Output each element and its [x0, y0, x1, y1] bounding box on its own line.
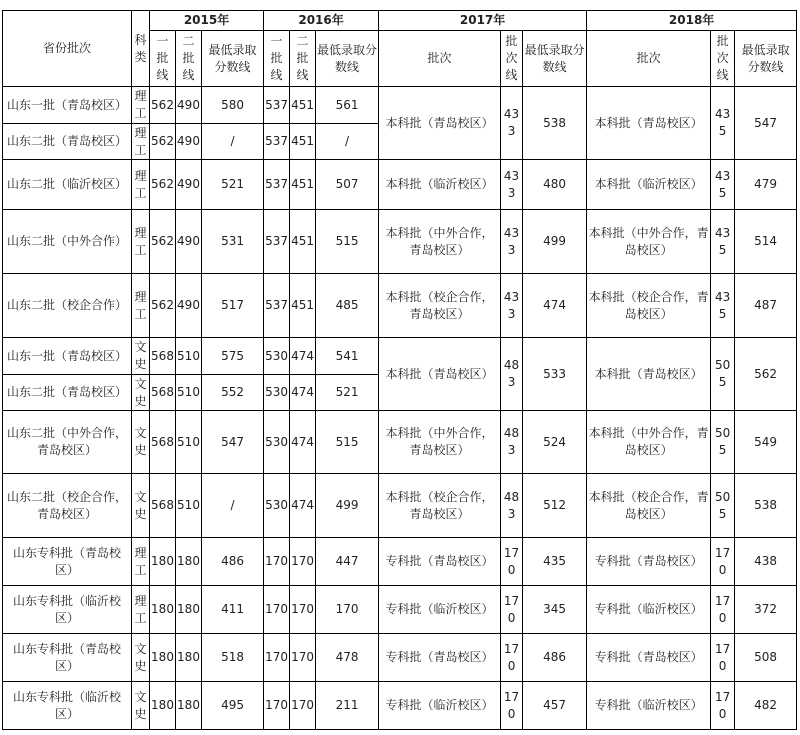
line1-2016-cell: 537	[264, 210, 290, 274]
batch-line-2017-cell: 483	[501, 411, 523, 474]
subject-cell: 文史	[132, 634, 150, 682]
batch-2018-cell: 本科批（中外合作，青岛校区）	[587, 411, 711, 474]
province-cell: 山东专科批（青岛校区）	[3, 634, 132, 682]
batch-line-2018-cell: 170	[711, 586, 735, 634]
batch-2018-cell: 专科批（青岛校区）	[587, 538, 711, 586]
line2-2016-cell: 474	[290, 338, 316, 375]
min-score-2016-cell: 507	[316, 160, 379, 210]
min-score-2015-cell: 411	[202, 586, 264, 634]
batch-2018-cell: 专科批（临沂校区）	[587, 586, 711, 634]
line2-2016-cell: 170	[290, 586, 316, 634]
line2-2015-cell: 490	[176, 124, 202, 160]
batch-2017-cell: 专科批（临沂校区）	[379, 682, 501, 730]
line1-2015-cell: 180	[150, 634, 176, 682]
subject-cell: 文史	[132, 375, 150, 411]
min-score-2016-cell: 170	[316, 586, 379, 634]
batch-line-2017-cell: 483	[501, 338, 523, 411]
min-score-2018-cell: 487	[735, 274, 797, 338]
header-subject: 科类	[132, 11, 150, 87]
batch-line-2018-cell: 170	[711, 682, 735, 730]
line1-2015-cell: 562	[150, 124, 176, 160]
line2-2016-cell: 170	[290, 538, 316, 586]
batch-2017-cell: 专科批（青岛校区）	[379, 634, 501, 682]
line1-2015-cell: 568	[150, 411, 176, 474]
batch-line-2018-cell: 505	[711, 474, 735, 538]
province-cell: 山东专科批（青岛校区）	[3, 538, 132, 586]
batch-line-2017-cell: 433	[501, 210, 523, 274]
min-score-2016-cell: 515	[316, 411, 379, 474]
line2-2015-cell: 180	[176, 538, 202, 586]
line2-2015-cell: 510	[176, 411, 202, 474]
line2-2015-cell: 180	[176, 682, 202, 730]
batch-2017-cell: 专科批（临沂校区）	[379, 586, 501, 634]
batch-line-2017-cell: 433	[501, 274, 523, 338]
line1-2015-cell: 568	[150, 474, 176, 538]
header-year-2018: 2018年	[587, 11, 797, 31]
header-year-2015: 2015年	[150, 11, 264, 31]
min-score-2015-cell: 580	[202, 87, 264, 124]
line1-2015-cell: 562	[150, 210, 176, 274]
line2-2016-cell: 170	[290, 634, 316, 682]
header-row-years	[3, 11, 797, 31]
batch-line-2017-cell: 170	[501, 538, 523, 586]
line1-2016-cell: 170	[264, 538, 290, 586]
line1-2015-cell: 180	[150, 682, 176, 730]
batch-2017-cell: 本科批（临沂校区）	[379, 160, 501, 210]
subject-cell: 理工	[132, 274, 150, 338]
table-row	[3, 87, 797, 124]
min-score-2018-cell: 547	[735, 87, 797, 160]
table-row	[3, 338, 797, 375]
subject-cell: 理工	[132, 210, 150, 274]
table-row	[3, 411, 797, 474]
admission-score-table	[2, 10, 797, 730]
batch-2018-cell: 本科批（校企合作，青岛校区）	[587, 474, 711, 538]
min-score-2018-cell: 514	[735, 210, 797, 274]
batch-2017-cell: 本科批（中外合作，青岛校区）	[379, 411, 501, 474]
batch-2018-cell: 专科批（青岛校区）	[587, 634, 711, 682]
line1-2015-cell: 180	[150, 538, 176, 586]
min-score-2018-cell: 482	[735, 682, 797, 730]
subject-cell: 文史	[132, 338, 150, 375]
batch-2017-cell: 本科批（青岛校区）	[379, 87, 501, 160]
line2-2016-cell: 474	[290, 411, 316, 474]
min-score-2016-cell: 485	[316, 274, 379, 338]
line1-2016-cell: 530	[264, 474, 290, 538]
line2-2016-cell: 451	[290, 87, 316, 124]
min-score-2016-cell: 499	[316, 474, 379, 538]
min-score-2017-cell: 533	[523, 338, 587, 411]
line1-2016-cell: 170	[264, 634, 290, 682]
header-2016-line2: 二批线	[290, 31, 316, 87]
line1-2016-cell: 537	[264, 87, 290, 124]
min-score-2018-cell: 479	[735, 160, 797, 210]
batch-2018-cell: 本科批（青岛校区）	[587, 338, 711, 411]
line2-2016-cell: 170	[290, 682, 316, 730]
line2-2015-cell: 510	[176, 338, 202, 375]
min-score-2015-cell: /	[202, 474, 264, 538]
batch-2018-cell: 本科批（临沂校区）	[587, 160, 711, 210]
subject-cell: 文史	[132, 682, 150, 730]
batch-line-2018-cell: 435	[711, 87, 735, 160]
header-2017-batch: 批次	[379, 31, 501, 87]
min-score-2016-cell: 521	[316, 375, 379, 411]
batch-line-2018-cell: 435	[711, 274, 735, 338]
line1-2015-cell: 180	[150, 586, 176, 634]
subject-cell: 理工	[132, 586, 150, 634]
min-score-2015-cell: 517	[202, 274, 264, 338]
subject-cell: 理工	[132, 538, 150, 586]
batch-2017-cell: 专科批（青岛校区）	[379, 538, 501, 586]
header-2015-min-score: 最低录取分数线	[202, 31, 264, 87]
line2-2015-cell: 490	[176, 210, 202, 274]
header-province: 省份批次	[3, 11, 132, 87]
table-row	[3, 634, 797, 682]
batch-line-2017-cell: 433	[501, 87, 523, 160]
province-cell: 山东二批（青岛校区）	[3, 375, 132, 411]
header-2018-min-score: 最低录取分数线	[735, 31, 797, 87]
min-score-2017-cell: 512	[523, 474, 587, 538]
min-score-2015-cell: 531	[202, 210, 264, 274]
line2-2015-cell: 510	[176, 474, 202, 538]
line1-2016-cell: 537	[264, 274, 290, 338]
line1-2016-cell: 537	[264, 124, 290, 160]
batch-line-2017-cell: 170	[501, 586, 523, 634]
min-score-2018-cell: 562	[735, 338, 797, 411]
min-score-2017-cell: 499	[523, 210, 587, 274]
province-cell: 山东二批（临沂校区）	[3, 160, 132, 210]
province-cell: 山东二批（中外合作，青岛校区）	[3, 411, 132, 474]
table-row	[3, 538, 797, 586]
subject-cell: 理工	[132, 87, 150, 124]
min-score-2018-cell: 549	[735, 411, 797, 474]
header-2015-line2: 二批线	[176, 31, 202, 87]
line2-2016-cell: 451	[290, 210, 316, 274]
header-2015-line1: 一批线	[150, 31, 176, 87]
header-2018-batch: 批次	[587, 31, 711, 87]
line2-2015-cell: 490	[176, 160, 202, 210]
province-cell: 山东一批（青岛校区）	[3, 87, 132, 124]
batch-2018-cell: 本科批（校企合作，青岛校区）	[587, 274, 711, 338]
line2-2016-cell: 451	[290, 274, 316, 338]
line2-2015-cell: 180	[176, 634, 202, 682]
header-year-2016: 2016年	[264, 11, 379, 31]
batch-line-2017-cell: 433	[501, 160, 523, 210]
line2-2015-cell: 490	[176, 87, 202, 124]
line1-2016-cell: 530	[264, 411, 290, 474]
batch-2018-cell: 专科批（临沂校区）	[587, 682, 711, 730]
subject-cell: 文史	[132, 411, 150, 474]
subject-cell: 理工	[132, 124, 150, 160]
subject-cell: 理工	[132, 160, 150, 210]
line2-2015-cell: 490	[176, 274, 202, 338]
min-score-2016-cell: 561	[316, 87, 379, 124]
min-score-2017-cell: 538	[523, 87, 587, 160]
province-cell: 山东二批（校企合作，青岛校区）	[3, 474, 132, 538]
batch-line-2017-cell: 170	[501, 634, 523, 682]
batch-line-2018-cell: 505	[711, 411, 735, 474]
province-cell: 山东二批（青岛校区）	[3, 124, 132, 160]
table-body	[3, 87, 797, 730]
batch-2017-cell: 本科批（中外合作，青岛校区）	[379, 210, 501, 274]
province-cell: 山东专科批（临沂校区）	[3, 586, 132, 634]
batch-2018-cell: 本科批（中外合作，青岛校区）	[587, 210, 711, 274]
line2-2015-cell: 180	[176, 586, 202, 634]
min-score-2017-cell: 486	[523, 634, 587, 682]
line1-2015-cell: 562	[150, 160, 176, 210]
line1-2015-cell: 568	[150, 338, 176, 375]
batch-line-2018-cell: 170	[711, 634, 735, 682]
min-score-2018-cell: 508	[735, 634, 797, 682]
min-score-2018-cell: 438	[735, 538, 797, 586]
batch-line-2018-cell: 505	[711, 338, 735, 411]
min-score-2017-cell: 524	[523, 411, 587, 474]
line1-2016-cell: 170	[264, 682, 290, 730]
header-2016-line1: 一批线	[264, 31, 290, 87]
min-score-2017-cell: 457	[523, 682, 587, 730]
line2-2016-cell: 451	[290, 124, 316, 160]
header-2017-batch-line: 批次线	[501, 31, 523, 87]
min-score-2017-cell: 435	[523, 538, 587, 586]
table-row	[3, 682, 797, 730]
min-score-2015-cell: 495	[202, 682, 264, 730]
line1-2016-cell: 530	[264, 338, 290, 375]
line2-2016-cell: 451	[290, 160, 316, 210]
min-score-2015-cell: 575	[202, 338, 264, 375]
min-score-2016-cell: 515	[316, 210, 379, 274]
batch-line-2017-cell: 170	[501, 682, 523, 730]
batch-line-2017-cell: 483	[501, 474, 523, 538]
header-2018-batch-line: 批次线	[711, 31, 735, 87]
min-score-2015-cell: 486	[202, 538, 264, 586]
subject-cell: 文史	[132, 474, 150, 538]
table-row	[3, 586, 797, 634]
line2-2015-cell: 510	[176, 375, 202, 411]
header-year-2017: 2017年	[379, 11, 587, 31]
min-score-2017-cell: 480	[523, 160, 587, 210]
line2-2016-cell: 474	[290, 474, 316, 538]
batch-2017-cell: 本科批（校企合作，青岛校区）	[379, 474, 501, 538]
line1-2015-cell: 568	[150, 375, 176, 411]
table-row	[3, 274, 797, 338]
min-score-2015-cell: 547	[202, 411, 264, 474]
line1-2015-cell: 562	[150, 274, 176, 338]
min-score-2018-cell: 372	[735, 586, 797, 634]
min-score-2015-cell: 521	[202, 160, 264, 210]
min-score-2018-cell: 538	[735, 474, 797, 538]
min-score-2017-cell: 474	[523, 274, 587, 338]
min-score-2015-cell: 518	[202, 634, 264, 682]
province-cell: 山东专科批（临沂校区）	[3, 682, 132, 730]
batch-line-2018-cell: 435	[711, 160, 735, 210]
batch-line-2018-cell: 435	[711, 210, 735, 274]
min-score-2017-cell: 345	[523, 586, 587, 634]
line2-2016-cell: 474	[290, 375, 316, 411]
batch-2017-cell: 本科批（校企合作，青岛校区）	[379, 274, 501, 338]
line1-2016-cell: 530	[264, 375, 290, 411]
table-row	[3, 160, 797, 210]
line1-2016-cell: 170	[264, 586, 290, 634]
min-score-2015-cell: 552	[202, 375, 264, 411]
table-row	[3, 474, 797, 538]
line1-2015-cell: 562	[150, 87, 176, 124]
header-2016-min-score: 最低录取分数线	[316, 31, 379, 87]
min-score-2016-cell: 447	[316, 538, 379, 586]
province-cell: 山东一批（青岛校区）	[3, 338, 132, 375]
min-score-2016-cell: /	[316, 124, 379, 160]
batch-line-2018-cell: 170	[711, 538, 735, 586]
batch-2017-cell: 本科批（青岛校区）	[379, 338, 501, 411]
province-cell: 山东二批（中外合作）	[3, 210, 132, 274]
batch-2018-cell: 本科批（青岛校区）	[587, 87, 711, 160]
line1-2016-cell: 537	[264, 160, 290, 210]
province-cell: 山东二批（校企合作）	[3, 274, 132, 338]
min-score-2016-cell: 541	[316, 338, 379, 375]
header-2017-min-score: 最低录取分数线	[523, 31, 587, 87]
min-score-2016-cell: 478	[316, 634, 379, 682]
min-score-2016-cell: 211	[316, 682, 379, 730]
min-score-2015-cell: /	[202, 124, 264, 160]
table-row	[3, 210, 797, 274]
